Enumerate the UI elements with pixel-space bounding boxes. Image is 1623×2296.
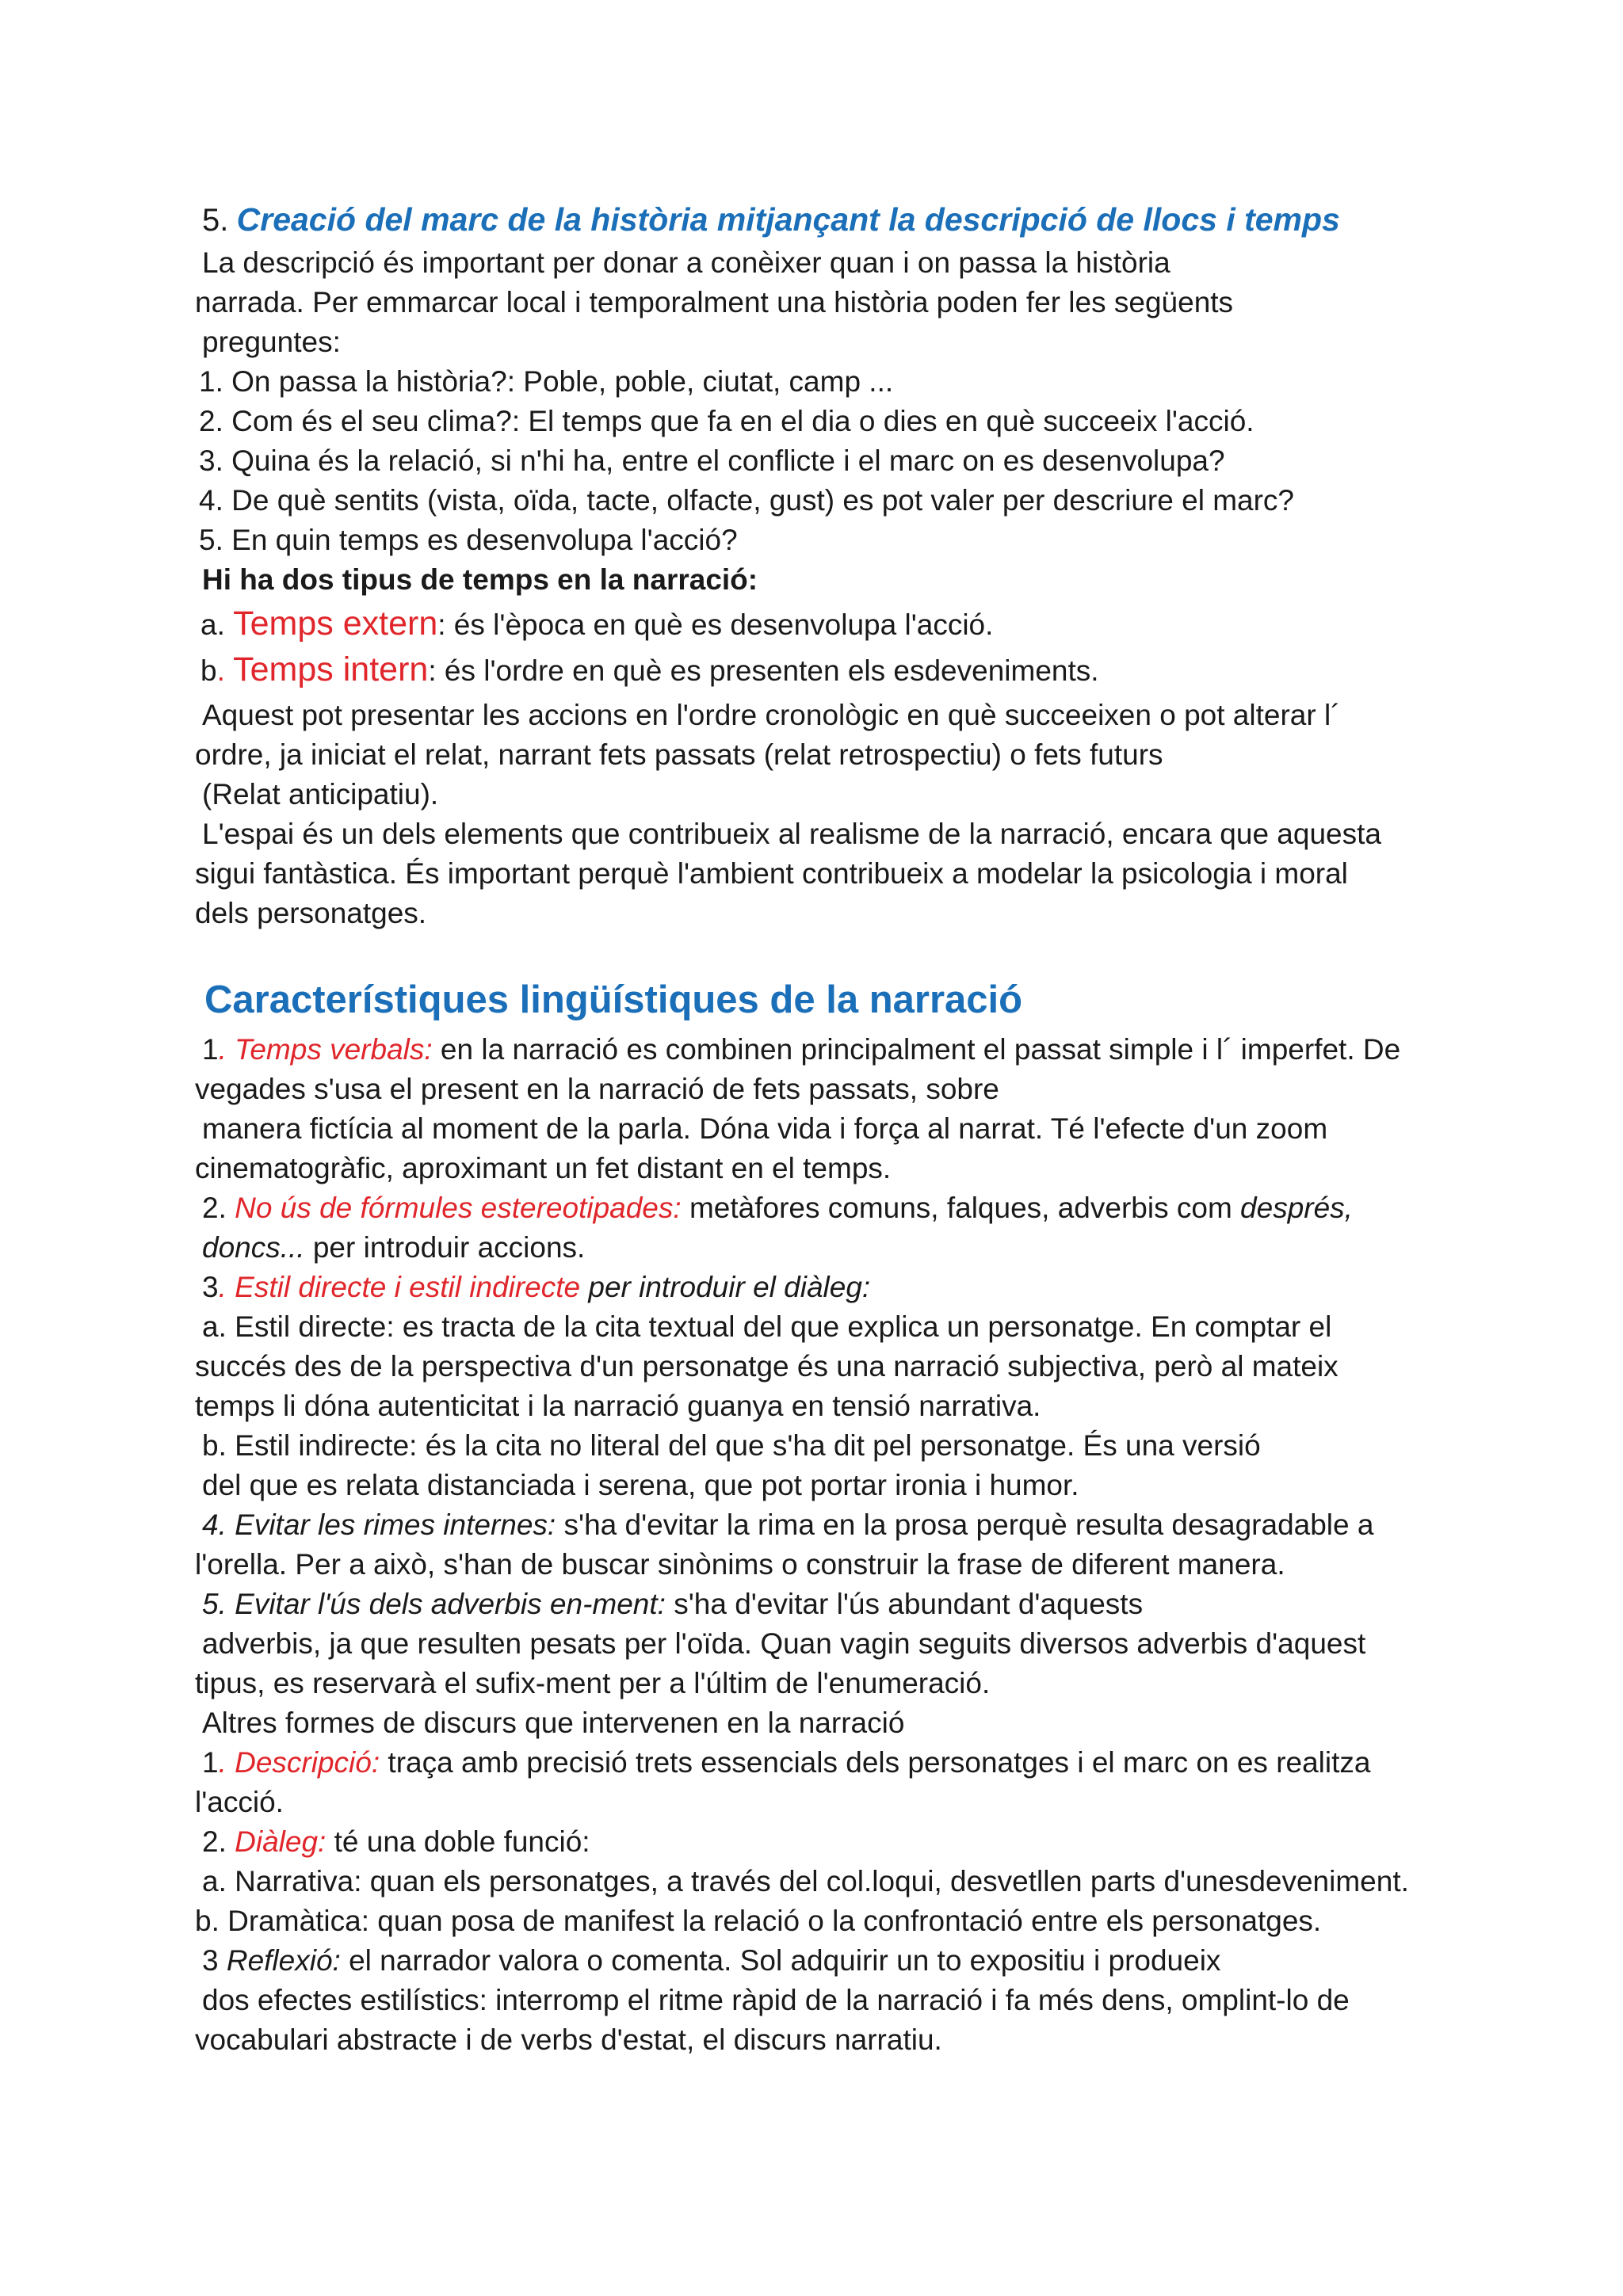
paragraph-line: vegades s'usa el present en la narració de fets passats, sobre: [195, 1073, 999, 1105]
subheading: Altres formes de discurs que intervenen en la narració: [202, 1707, 905, 1739]
item-text: té una doble funció:: [326, 1825, 590, 1858]
item-text: metàfores comuns, falques, adverbis com: [681, 1192, 1241, 1224]
term: Temps extern: [233, 605, 438, 643]
section-number: 5.: [202, 203, 229, 238]
paragraph-line: a. Narrativa: quan els personatges, a través del col.loqui, desvetllen parts d'unesdeveniment.: [202, 1865, 1409, 1897]
question-item: 3. Quina és la relació, si n'hi ha, entre el conflicte i el marc on es desenvolupa?: [199, 444, 1225, 477]
paragraph-line: [202, 1233, 585, 1262]
term: Temps intern: [233, 650, 429, 688]
item-label: . Descripció:: [218, 1746, 380, 1779]
item-number: 1: [202, 1746, 219, 1779]
page-title: Característiques lingüístiques de la narració: [204, 978, 1023, 1021]
question-item: 1. On passa la història?: Poble, poble, ciutat, camp ...: [199, 365, 894, 398]
paragraph-line: succés des de la perspectiva d'un personatge és una narració subjectiva, però al mateix: [195, 1350, 1338, 1383]
section-heading: [202, 201, 1340, 238]
paragraph-line: b. Estil indirecte: és la cita no literal del que s'ha dit pel personatge. És una versió: [202, 1429, 1261, 1462]
item-text: traça amb precisió trets essencials dels personatges i el marc on es realitza: [380, 1746, 1371, 1779]
item-label: 5. Evitar l'ús dels adverbis en-ment:: [202, 1588, 666, 1620]
paragraph-line: sigui fantàstica. És important perquè l'ambient contribueix a modelar la psicologia i moral: [195, 857, 1348, 890]
list-item: [202, 1035, 1400, 1064]
list-item: [202, 1510, 1373, 1539]
paragraph-line: l'acció.: [195, 1786, 284, 1818]
paragraph-line: dels personatges.: [195, 897, 427, 929]
item-number: 2.: [202, 1192, 235, 1224]
paragraph-line: preguntes:: [202, 326, 341, 358]
list-item: [202, 1193, 1353, 1222]
item-emphasis: doncs...: [202, 1231, 305, 1264]
list-item: [202, 1272, 870, 1302]
item-text: en la narració es combinen principalment el passat simple i l´ imperfet. De: [432, 1033, 1401, 1066]
item-text: per introduir el diàleg:: [580, 1271, 871, 1303]
list-marker: b: [200, 654, 217, 687]
item-number: 1: [202, 1033, 219, 1066]
item-text: per introduir accions.: [304, 1231, 586, 1264]
item-emphasis: després,: [1240, 1192, 1353, 1224]
item-label: . Estil directe i estil indirecte: [218, 1271, 581, 1303]
question-item: 4. De què sentits (vista, oïda, tacte, olfacte, gust) es pot valer per descriure el marc?: [199, 484, 1294, 517]
paragraph-line: La descripció és important per donar a conèixer quan i on passa la història: [202, 246, 1170, 279]
paragraph-line: a. Estil directe: es tracta de la cita textual del que explica un personatge. En comptar el: [202, 1310, 1332, 1343]
item-label: Diàleg:: [235, 1825, 327, 1858]
definition: : és l'època en què es desenvolupa l'acció.: [437, 608, 994, 641]
paragraph-line: ordre, ja iniciat el relat, narrant fets passats (relat retrospectiu) o fets futurs: [195, 738, 1163, 771]
item-label: No ús de fórmules estereotipades:: [235, 1192, 682, 1224]
item-number: 3: [202, 1271, 219, 1303]
item-number: 3: [202, 1944, 227, 1977]
paragraph-line: adverbis, ja que resulten pesats per l'oïda. Quan vagin seguits diversos adverbis d'aquest: [202, 1627, 1366, 1660]
paragraph-line: b. Dramàtica: quan posa de manifest la relació o la confrontació entre els personatges.: [195, 1905, 1322, 1937]
item-text: s'ha d'evitar la rima en la prosa perquè resulta desagradable a: [556, 1508, 1374, 1541]
item-text: el narrador valora o comenta. Sol adquirir un to expositiu i produeix: [340, 1944, 1221, 1977]
paragraph-line: tipus, es reservarà el sufix-ment per a l'últim de l'enumeració.: [195, 1667, 991, 1699]
section-title: Creació del marc de la història mitjançant la descripció de llocs i temps: [236, 201, 1340, 238]
paragraph-line: (Relat anticipatiu).: [202, 778, 439, 810]
list-item: [202, 1827, 590, 1856]
definition: : és l'ordre en què es presenten els esdeveniments.: [428, 654, 1099, 687]
list-marker: a.: [200, 608, 234, 641]
item-label: . Temps verbals:: [218, 1033, 433, 1066]
item-number: 2.: [202, 1825, 235, 1858]
paragraph-line: narrada. Per emmarcar local i temporalment una història poden fer les següents: [195, 286, 1234, 318]
item-label: 4. Evitar les rimes internes:: [202, 1508, 556, 1541]
subheading: Hi ha dos tipus de temps en la narració:: [202, 563, 758, 596]
question-item: 2. Com és el seu clima?: El temps que fa en el dia o dies en què succeeix l'acció.: [199, 405, 1254, 437]
time-type-b: [200, 650, 1099, 688]
paragraph-line: temps li dóna autenticitat i la narració guanya en tensió narrativa.: [195, 1390, 1041, 1422]
list-item: [202, 1946, 1220, 1975]
paragraph-line: del que es relata distanciada i serena, que pot portar ironia i humor.: [202, 1469, 1079, 1501]
paragraph-line: l'orella. Per a això, s'han de buscar sinònims o construir la frase de diferent manera.: [195, 1548, 1285, 1581]
item-label: Reflexió:: [226, 1944, 341, 1977]
paragraph-line: Aquest pot presentar les accions en l'ordre cronològic en què succeeixen o pot alterar l´: [202, 699, 1341, 731]
list-marker-dot: .: [216, 654, 234, 687]
list-item: [202, 1589, 1143, 1619]
paragraph-line: manera fictícia al moment de la parla. Dóna vida i força al narrat. Té l'efecte d'un zoom: [202, 1112, 1328, 1145]
time-type-a: [200, 607, 993, 641]
question-item: 5. En quin temps es desenvolupa l'acció?: [199, 524, 738, 556]
item-text: s'ha d'evitar l'ús abundant d'aquests: [665, 1588, 1144, 1620]
paragraph-line: cinematogràfic, aproximant un fet distant en el temps.: [195, 1152, 892, 1184]
paragraph-line: vocabulari abstracte i de verbs d'estat, el discurs narratiu.: [195, 2023, 942, 2056]
paragraph-line: dos efectes estilístics: interromp el ritme ràpid de la narració i fa més dens, omplint-lo de: [202, 1984, 1350, 2016]
list-item: [202, 1748, 1370, 1777]
paragraph-line: L'espai és un dels elements que contribueix al realisme de la narració, encara que aquesta: [202, 818, 1381, 850]
